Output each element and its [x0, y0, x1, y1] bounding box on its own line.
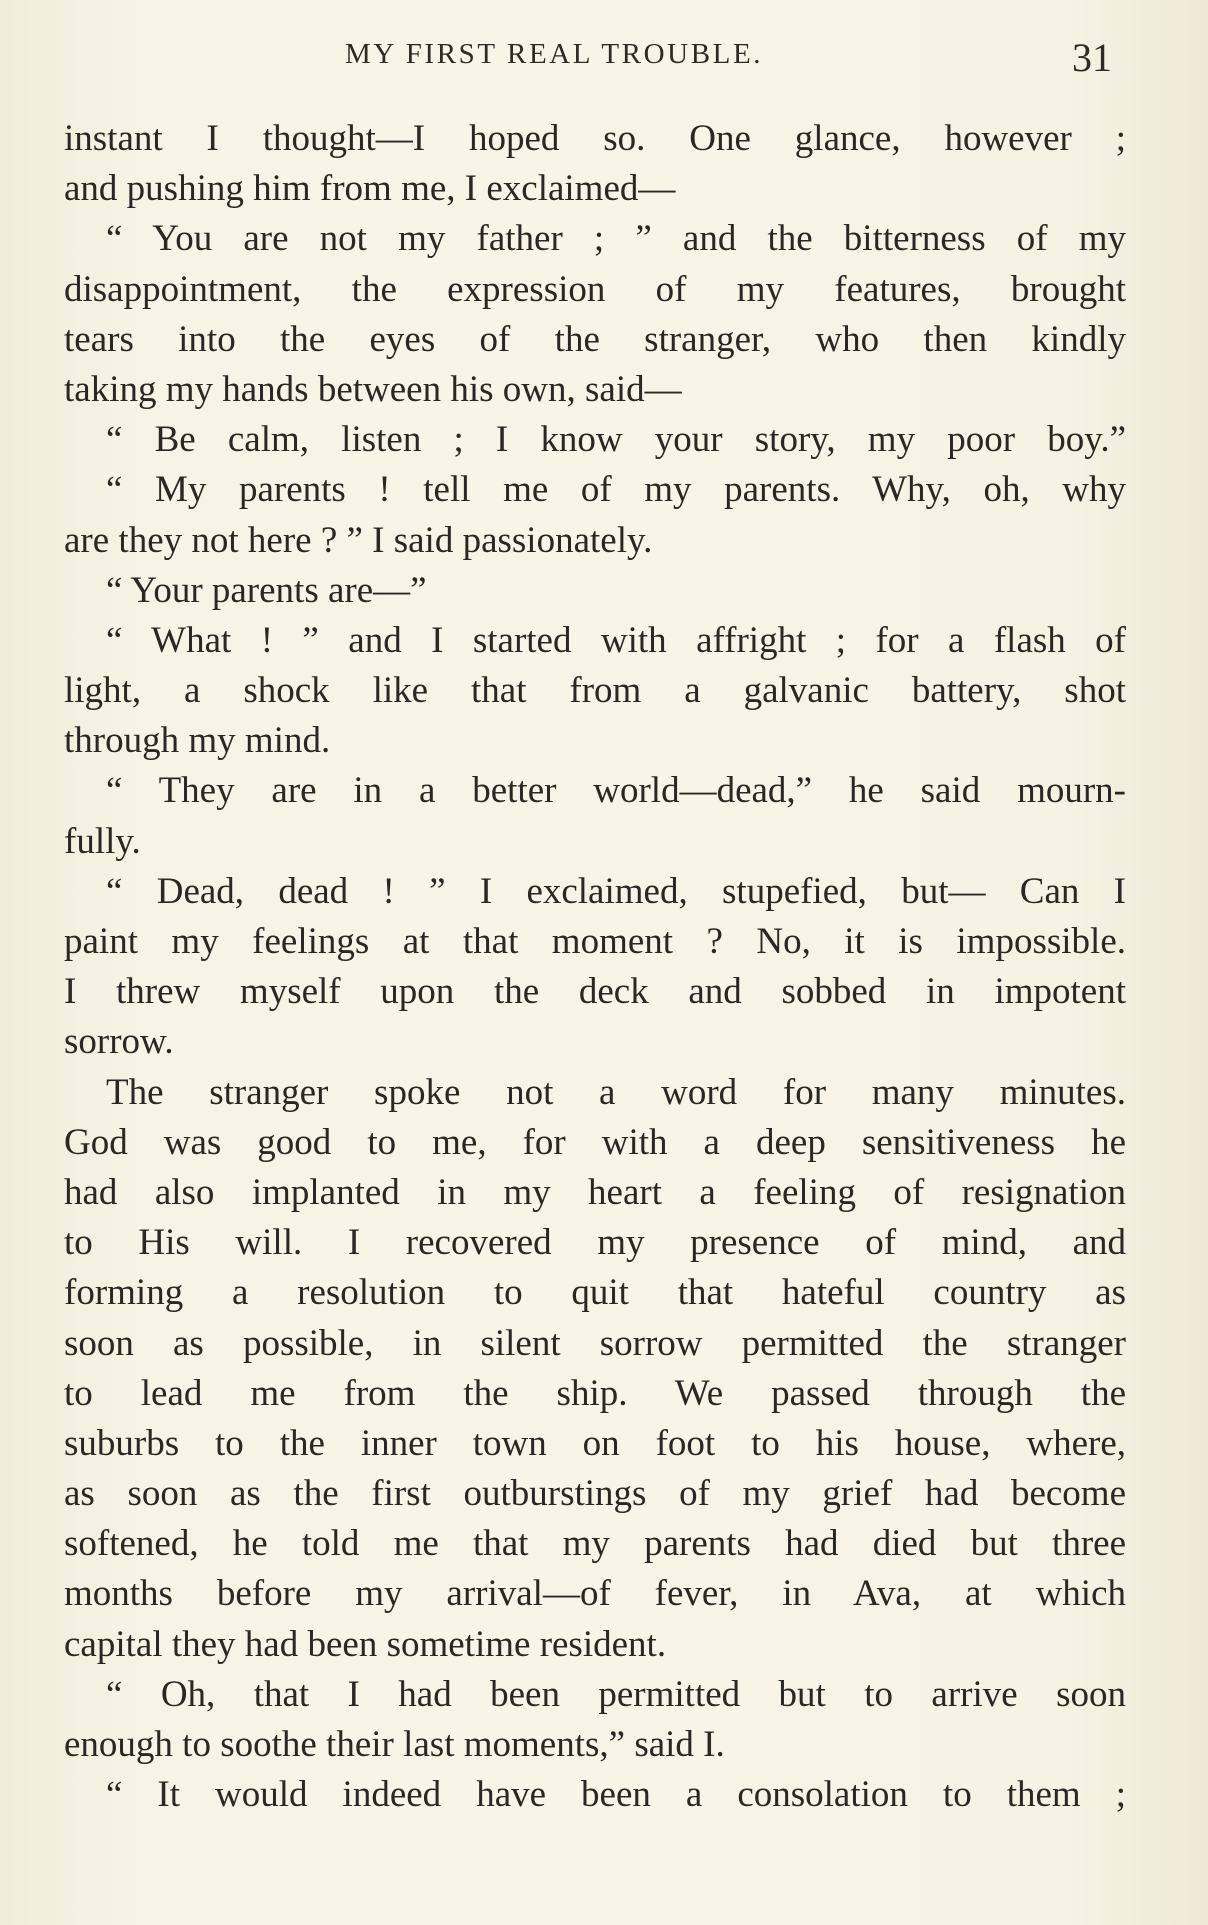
text-line: as soon as the first outburstings of my grief had become: [64, 1473, 1126, 1515]
text-line: tears into the eyes of the stranger, who then kindly: [64, 318, 1126, 360]
text-line: forming a resolution to quit that hateful country as: [64, 1272, 1126, 1314]
text-line: The stranger spoke not a word for many minutes.: [106, 1071, 1126, 1113]
text-line: capital they had been sometime resident.: [64, 1623, 667, 1665]
text-line: instant I thought—I hoped so. One glance, however ;: [64, 118, 1126, 159]
text-line: “ You are not my father ; ” and the bitterness of my: [106, 218, 1126, 260]
text-line: “ Your parents are—”: [106, 569, 427, 611]
text-line: sorrow.: [64, 1021, 174, 1063]
text-line: “ Dead, dead ! ” I exclaimed, stupefied, but— Can I: [106, 870, 1126, 912]
text-line: paint my feelings at that moment ? No, it is impossible.: [64, 921, 1126, 962]
text-line: to lead me from the ship. We passed through the: [64, 1372, 1126, 1414]
text-line: suburbs to the inner town on foot to his house, where,: [64, 1422, 1126, 1464]
text-line: had also implanted in my heart a feeling of resignation: [64, 1171, 1126, 1213]
text-line: “ They are in a better world—dead,” he said mourn-: [106, 770, 1126, 812]
text-line: God was good to me, for with a deep sensitiveness he: [64, 1121, 1126, 1163]
text-line: taking my hands between his own, said—: [64, 368, 682, 410]
page-number: 31: [1072, 35, 1112, 80]
text-line: through my mind.: [64, 720, 331, 762]
text-line: soon as possible, in silent sorrow permitted the stranger: [64, 1322, 1126, 1364]
text-line: “ It would indeed have been a consolation to them ;: [106, 1774, 1126, 1816]
text-line: “ My parents ! tell me of my parents. Why, oh, why: [106, 469, 1126, 511]
text-line: months before my arrival—of fever, in Ava, at which: [64, 1573, 1126, 1615]
text-line: enough to soothe their last moments,” said I.: [64, 1724, 725, 1765]
running-head: [0, 30, 1208, 80]
text-line: “ What ! ” and I started with affright ; for a flash of: [106, 619, 1126, 661]
text-line: I threw myself upon the deck and sobbed in impotent: [64, 971, 1126, 1013]
running-title: MY FIRST REAL TROUBLE.: [345, 38, 764, 70]
text-line: and pushing him from me, I exclaimed—: [64, 168, 676, 210]
text-line: to His will. I recovered my presence of mind, and: [64, 1222, 1126, 1264]
body-text: [64, 114, 1126, 1820]
text-line: softened, he told me that my parents had died but three: [64, 1523, 1126, 1565]
text-line: are they not here ? ” I said passionately.: [64, 519, 653, 561]
text-line: “ Be calm, listen ; I know your story, my poor boy.”: [106, 419, 1126, 461]
text-line: fully.: [64, 820, 141, 862]
text-line: “ Oh, that I had been permitted but to arrive soon: [106, 1673, 1126, 1715]
text-line: disappointment, the expression of my features, brought: [64, 268, 1126, 310]
text-line: light, a shock like that from a galvanic battery, shot: [64, 670, 1126, 712]
